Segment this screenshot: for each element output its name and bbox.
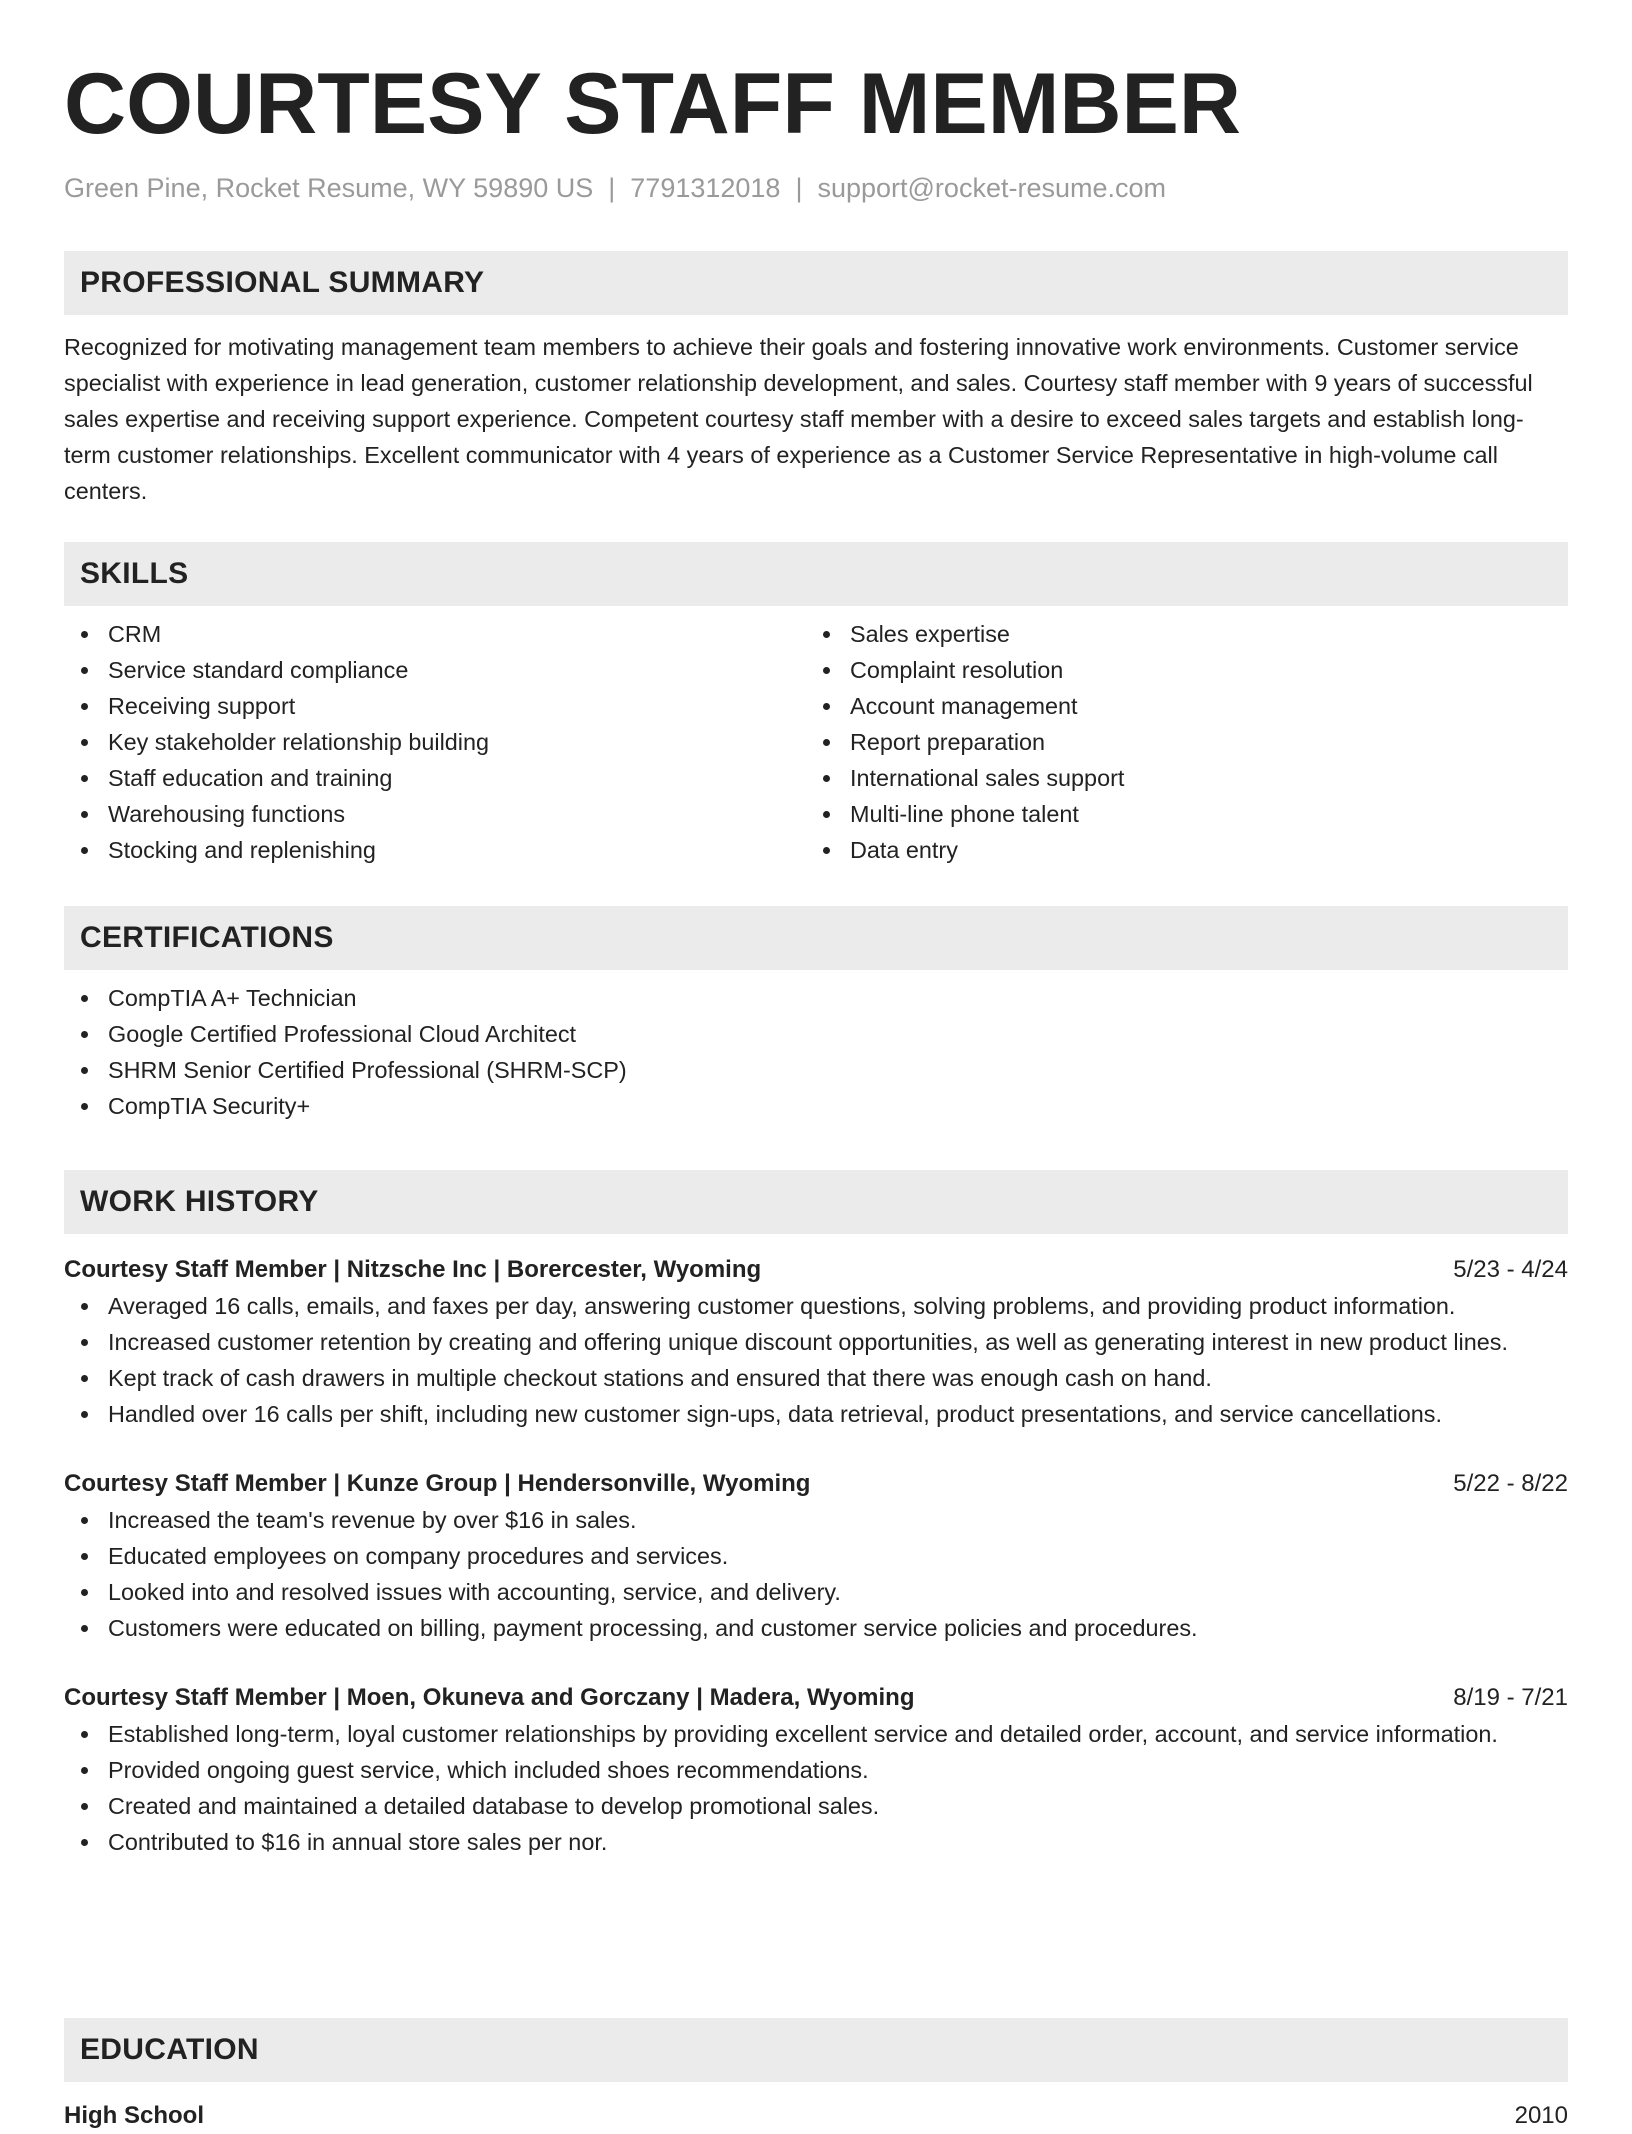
skill-label: Warehousing functions [108, 801, 346, 827]
bullet-icon [81, 1731, 88, 1738]
bullet-icon [81, 1803, 88, 1810]
bullet-icon [81, 1553, 88, 1560]
bullet-icon [81, 1303, 88, 1310]
job-entry [64, 1466, 1568, 1646]
job-bullet [64, 1824, 1568, 1860]
bullet-icon [81, 995, 88, 1002]
skill-item [806, 724, 1548, 760]
bullet-icon [81, 775, 88, 782]
skill-label: Service standard compliance [108, 657, 409, 683]
bullet-icon [823, 775, 830, 782]
skill-item [806, 652, 1548, 688]
skill-label: Stocking and replenishing [108, 837, 376, 863]
bullet-icon [823, 667, 830, 674]
bullet-icon [823, 847, 830, 854]
resume-page [64, 0, 1568, 2129]
job-bullet-text: Looked into and resolved issues with accounting, service, and delivery. [108, 1579, 841, 1605]
job-entry [64, 1680, 1568, 1860]
job-title: Courtesy Staff Member | Moen, Okuneva and Gorczany | Madera, Wyoming [64, 1684, 915, 1711]
summary-text: Recognized for motivating management team members to achieve their goals and fostering innovative work environments. Customer service specialist with experience in lead generation, customer relationship development, and sales. Courtesy staff member with 9 years of successful sales expertise and receiving support experience. Competent courtesy staff member with a desire to exceed sales targets and establish long-term customer relationships. Excellent communicator with 4 years of experience as a Customer Service Representative in high-volume call centers. [64, 334, 1533, 504]
skill-item [806, 796, 1548, 832]
certification-item [64, 980, 1568, 1016]
bullet-icon [81, 1517, 88, 1524]
job-bullet-text: Established long-term, loyal customer relationships by providing excellent service and detailed order, account, and service information. [108, 1721, 1498, 1747]
certification-item [64, 1088, 1568, 1124]
skill-label: Account management [850, 693, 1078, 719]
bullet-icon [81, 811, 88, 818]
contact-line [64, 170, 1568, 206]
skills-column-left [64, 616, 806, 868]
contact-email: support@rocket-resume.com [817, 173, 1166, 203]
job-title: Courtesy Staff Member | Nitzsche Inc | Borercester, Wyoming [64, 1256, 762, 1283]
bullet-icon [81, 1339, 88, 1346]
contact-phone: 7791312018 [630, 173, 781, 203]
skills-list-left [64, 616, 806, 868]
section-heading-skills: SKILLS [64, 542, 1568, 606]
skill-item [806, 832, 1548, 868]
job-entry [64, 1252, 1568, 1432]
skill-item [806, 688, 1548, 724]
skill-label: Key stakeholder relationship building [108, 729, 489, 755]
candidate-name: COURTESY STAFF MEMBER [64, 56, 1241, 152]
certification-label: CompTIA Security+ [108, 1093, 311, 1119]
bullet-icon [81, 1375, 88, 1382]
job-bullet-text: Increased the team's revenue by over $16 in sales. [108, 1507, 637, 1533]
job-bullet [64, 1716, 1568, 1752]
skill-label: Complaint resolution [850, 657, 1064, 683]
bullet-icon [823, 703, 830, 710]
bullet-icon [81, 1767, 88, 1774]
job-header [64, 1252, 1568, 1288]
skill-item [64, 760, 806, 796]
section-heading-summary: PROFESSIONAL SUMMARY [64, 251, 1568, 315]
job-title: Courtesy Staff Member | Kunze Group | Hendersonville, Wyoming [64, 1470, 811, 1497]
job-bullets [64, 1716, 1568, 1860]
bullet-icon [81, 1589, 88, 1596]
education-title: High School [64, 2102, 204, 2129]
bullet-icon [81, 667, 88, 674]
job-bullet-text: Kept track of cash drawers in multiple checkout stations and ensured that there was enough cash on hand. [108, 1365, 1212, 1391]
skill-label: CRM [108, 621, 162, 647]
skill-label: International sales support [850, 765, 1125, 791]
summary-section [64, 251, 1568, 509]
certification-label: SHRM Senior Certified Professional (SHRM-SCP) [108, 1057, 627, 1083]
job-bullets [64, 1502, 1568, 1646]
job-bullet-text: Provided ongoing guest service, which included shoes recommendations. [108, 1757, 869, 1783]
certification-item [64, 1016, 1568, 1052]
skills-column-right [806, 616, 1548, 868]
contact-separator: | [608, 173, 616, 203]
education-section [64, 2018, 1568, 2134]
job-bullet-text: Customers were educated on billing, payment processing, and customer service policies and procedures. [108, 1615, 1198, 1641]
bullet-icon [823, 739, 830, 746]
job-bullet-text: Contributed to $16 in annual store sales per nor. [108, 1829, 608, 1855]
bullet-icon [81, 1625, 88, 1632]
job-bullet-text: Educated employees on company procedures and services. [108, 1543, 729, 1569]
skill-label: Staff education and training [108, 765, 393, 791]
bullet-icon [823, 811, 830, 818]
contact-separator: | [795, 173, 803, 203]
job-bullet-text: Averaged 16 calls, emails, and faxes per day, answering customer questions, solving problems, and providing product information. [108, 1293, 1456, 1319]
certifications-section [64, 906, 1568, 1124]
work-history-section [64, 1170, 1568, 1860]
skill-label: Receiving support [108, 693, 296, 719]
skill-item [64, 832, 806, 868]
certification-label: CompTIA A+ Technician [108, 985, 357, 1011]
job-dates: 5/22 - 8/22 [1453, 1470, 1568, 1497]
job-dates: 5/23 - 4/24 [1453, 1256, 1568, 1283]
contact-address: Green Pine, Rocket Resume, WY 59890 US [64, 173, 594, 203]
job-bullet [64, 1574, 1568, 1610]
skills-section [64, 542, 1568, 868]
education-entry [64, 2098, 1568, 2134]
job-dates: 8/19 - 7/21 [1453, 1684, 1568, 1711]
job-bullet [64, 1324, 1568, 1360]
section-heading-work-history: WORK HISTORY [64, 1170, 1568, 1234]
bullet-icon [81, 1067, 88, 1074]
job-bullet [64, 1538, 1568, 1574]
skills-list-right [806, 616, 1548, 868]
skill-label: Multi-line phone talent [850, 801, 1079, 827]
skill-item [64, 616, 806, 652]
bullet-icon [81, 1411, 88, 1418]
skill-item [64, 796, 806, 832]
job-header [64, 1466, 1568, 1502]
bullet-icon [823, 631, 830, 638]
skill-item [806, 760, 1548, 796]
skill-label: Sales expertise [850, 621, 1010, 647]
bullet-icon [81, 739, 88, 746]
skill-label: Report preparation [850, 729, 1046, 755]
job-bullet-text: Handled over 16 calls per shift, including new customer sign-ups, data retrieval, product presentations, and service cancellations. [108, 1401, 1442, 1427]
skill-item [64, 688, 806, 724]
bullet-icon [81, 1031, 88, 1038]
job-bullet-text: Increased customer retention by creating and offering unique discount opportunities, as well as generating interest in new product lines. [108, 1329, 1508, 1355]
job-bullet [64, 1788, 1568, 1824]
bullet-icon [81, 1103, 88, 1110]
skill-label: Data entry [850, 837, 958, 863]
job-header [64, 1680, 1568, 1716]
skill-item [64, 652, 806, 688]
certifications-list [64, 980, 1568, 1124]
job-bullet [64, 1752, 1568, 1788]
job-bullet [64, 1502, 1568, 1538]
job-bullet [64, 1288, 1568, 1324]
section-heading-education: EDUCATION [64, 2018, 1568, 2082]
bullet-icon [81, 1839, 88, 1846]
certification-item [64, 1052, 1568, 1088]
section-heading-certifications: CERTIFICATIONS [64, 906, 1568, 970]
skill-item [806, 616, 1548, 652]
certification-label: Google Certified Professional Cloud Architect [108, 1021, 577, 1047]
job-bullet [64, 1396, 1568, 1432]
bullet-icon [81, 703, 88, 710]
job-bullet-text: Created and maintained a detailed database to develop promotional sales. [108, 1793, 880, 1819]
skill-item [64, 724, 806, 760]
job-bullet [64, 1610, 1568, 1646]
bullet-icon [81, 847, 88, 854]
job-bullet [64, 1360, 1568, 1396]
job-bullets [64, 1288, 1568, 1432]
education-year: 2010 [1514, 2102, 1568, 2129]
skills-columns [64, 616, 1568, 868]
bullet-icon [81, 631, 88, 638]
